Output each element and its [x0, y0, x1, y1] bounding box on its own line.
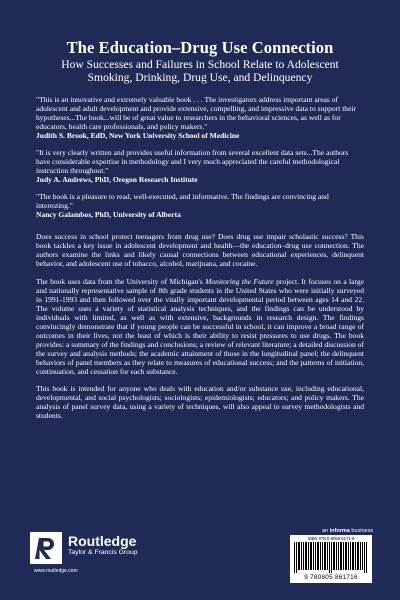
informa-prefix: an: [322, 528, 330, 534]
para2-rest: project. It focuses on a large and nationally representative sample of 8th grade students in the United States who were initially surveyed in 1991-1993 and then followed over the vitally important developmental period between ages 14 and 22. The volume uses a variety of statistical analysis techniques, and the findings can be understood by individuals with limited, as well as with extensive, backgrounds in research design. The findings convincingly demonstrate that if young people can be successful in school, it can improve a broad range of outcomes in their lives, not the least of which is their ability to resist pressures to use drugs. The book provides: a summary of the findings and conclusions; a review of relevant literature; a detailed discussion of the survey and analysis methods; the academic attainment of those in the longitudinal panel; the delinquent behaviors of panel members as they relate to measures of educational success; and the patterns of initiation, continuation, and cessation for each substance.: [36, 276, 365, 376]
review-quote: "It is very clearly written and provides useful information from several excellent data sets...The authors have considerable expertise in methodology and I very much appreciated the careful methodological instruction throughout.": [36, 148, 349, 175]
isbn-barcode: [290, 535, 372, 583]
routledge-mark-icon: [30, 532, 62, 564]
review-quote: "This is an innovative and extremely valuable book . . . The investigators address important areas of adolescent and adult development and provide extensive, compelling, and impressive data to support their hypotheses...The book...will be of great value to researchers in the behavioral sciences, as well as for educators, health care professionals, and policy makers.": [36, 95, 357, 131]
book-title: The Education–Drug Use Connection: [66, 38, 334, 57]
cover-text: [36, 95, 364, 429]
informa-brand: informa: [329, 528, 350, 534]
review-quote: "The book is a pleasure to read, well-executed, and informative. The findings are convincing and interesting.": [36, 192, 329, 210]
review-blurb: [36, 192, 364, 219]
book-subtitle: [24, 58, 376, 84]
publisher-group: Taylor & Francis Group: [68, 549, 138, 556]
barcode-bars: [294, 542, 368, 573]
publisher-url: www.routledge.com: [34, 568, 78, 574]
review-attribution: Nancy Galambos, PhD, University of Alberta: [36, 210, 181, 219]
description-paragraph-1: Does success in school protect teenagers from drug use? Does drug use impair scholastic success? This book tackles a key issue in adolescent development and health—the education–drug use connection. The authors examine the links and likely causal connections between educational experiences, delinquent behavior, and adolescent use of tobacco, alcohol, marijuana, and cocaine.: [36, 232, 364, 268]
review-attribution: Judy A. Andrews, PhD, Oregon Research Institute: [36, 175, 198, 184]
publisher-logo: [30, 532, 210, 572]
review-blurb: [36, 95, 364, 140]
review-blurb: [36, 148, 364, 184]
isbn-number: ISBN 978-0-8058-6171-6: [307, 536, 355, 541]
informa-business-tag: [322, 528, 373, 534]
description-paragraph-2: [36, 277, 364, 376]
barcode-digits: 9 780805 861716: [304, 574, 358, 581]
subtitle-line-1: How Successes and Failures in School Relate to Adolescent: [61, 58, 339, 71]
review-attribution: Judith S. Brook, EdD, New York University School of Medicine: [36, 131, 240, 140]
project-name: Monitoring the Future: [205, 276, 274, 286]
informa-suffix: business: [349, 528, 374, 534]
description-paragraph-3: This book is intended for anyone who deals with education and/or substance use, including educational, developmental, and social psychologists; sociologists; epidemiologists; educators; and policy makers. The analysis of panel survey data, using a variety of techniques, will also appeal to survey methodologists and students.: [36, 384, 364, 420]
para2-start: The book uses data from the University of Michigan's: [36, 276, 206, 286]
publisher-name: Routledge: [68, 533, 137, 549]
subtitle-line-2: Smoking, Drinking, Drug Use, and Delinquency: [87, 71, 313, 84]
